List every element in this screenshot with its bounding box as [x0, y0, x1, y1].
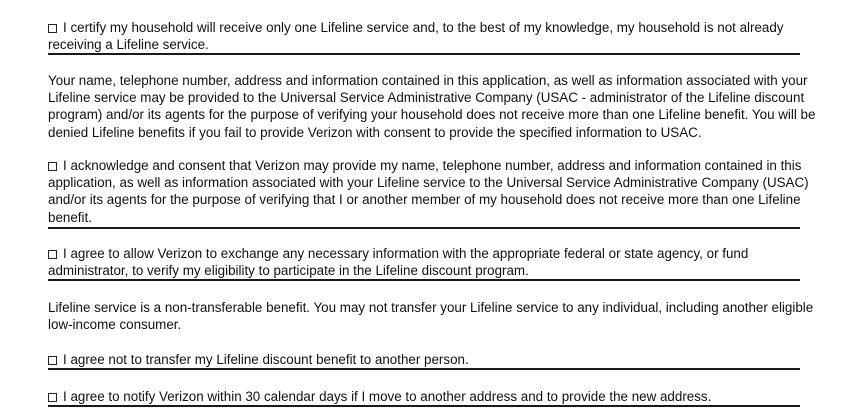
clause-line: receiving a Lifeline service.: [48, 37, 209, 53]
not-transfer-checkbox[interactable]: [48, 356, 57, 365]
signature-line[interactable]: [48, 368, 800, 370]
not-transfer-clause: I agree not to transfer my Lifeline discount benefit to another person.: [48, 351, 810, 368]
clause-line: I certify my household will receive only one Lifeline service and, to the best of my knowledge, my household is not already: [48, 19, 810, 36]
usac-disclosure-paragraph: Your name, telephone number, address and information contained in this application, as well as information associated with your Lifeline service may be provided to the Universal Service Administrative Company (USAC - administrator of the Lifeline discount program) and/or its agents for the purpose of verifying your household does not receive more than one Lifeline benefit. You will be denied Lifeline benefits if you fail to provide Verizon with consent to provide the specified information to USAC.: [48, 73, 816, 140]
consent-share-info-clause: I acknowledge and consent that Verizon may provide my name, telephone number, address and information contained in this application, as well as information associated with your Lifeline service to the Universal Service Administrative Company (USAC) and/or its agents for the purpose of verifying that I or another member of my household does not receive more than one Lifeline benefit.: [48, 158, 809, 225]
signature-line[interactable]: [48, 227, 800, 229]
notify-move-checkbox[interactable]: [48, 393, 57, 402]
signature-line[interactable]: [48, 53, 800, 55]
certify-one-service-clause: [48, 19, 810, 53]
allow-exchange-checkbox[interactable]: [48, 250, 57, 259]
allow-exchange-clause: I agree to allow Verizon to exchange any necessary information with the appropriate federal or state agency, or fund administrator, to verify my eligibility to participate in the Lifeline discount program.: [48, 246, 749, 279]
non-transferable-paragraph: Lifeline service is a non-transferable benefit. You may not transfer your Lifeline service to any individual, including another eligible low-income consumer.: [48, 300, 814, 333]
notify-move-clause: I agree to notify Verizon within 30 calendar days if I move to another address and to provide the new address.: [48, 388, 810, 405]
signature-line[interactable]: [48, 405, 800, 407]
consent-share-info-checkbox[interactable]: [48, 162, 57, 171]
signature-line[interactable]: [48, 279, 800, 281]
certify-one-service-checkbox[interactable]: [48, 24, 57, 33]
